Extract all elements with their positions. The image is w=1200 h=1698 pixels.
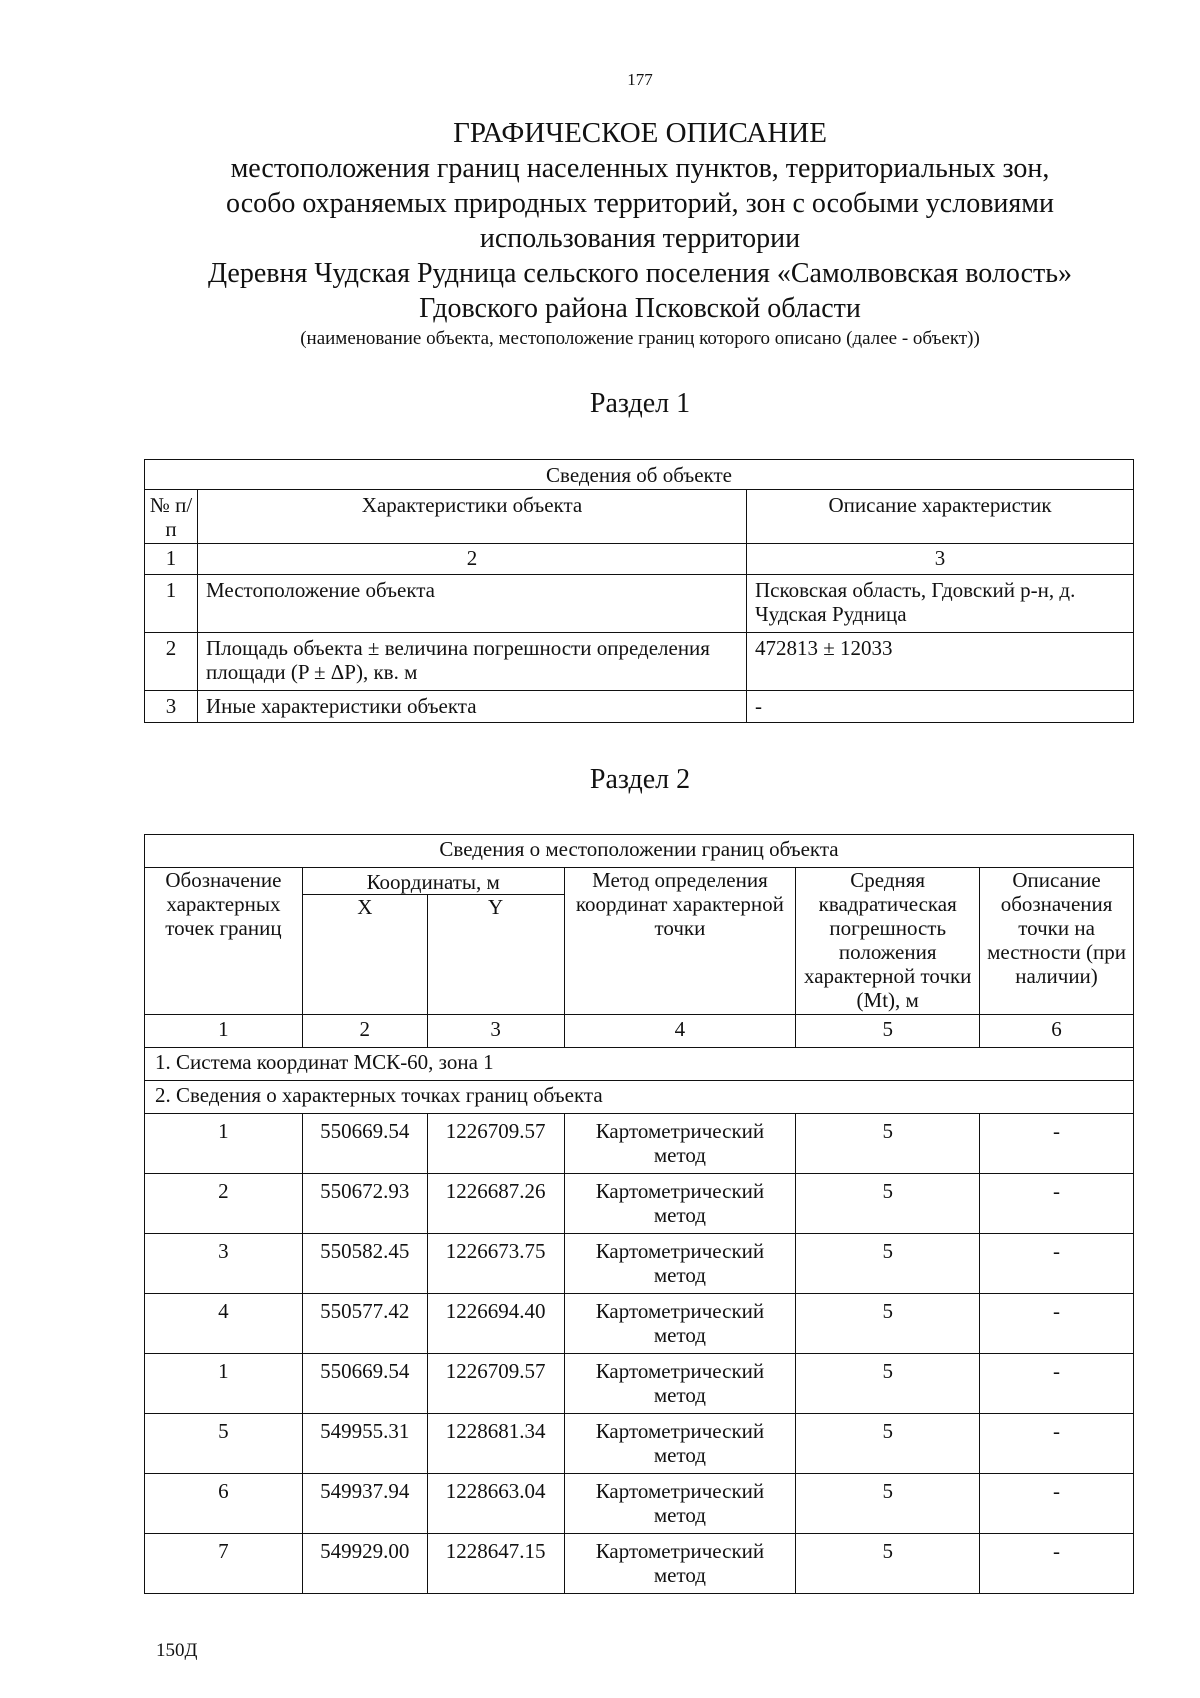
y-cell: 1226709.57 xyxy=(427,1354,564,1414)
table-row xyxy=(145,633,1134,691)
points-caption: 2. Сведения о характерных точках границ объекта xyxy=(145,1081,1134,1114)
header-point-description: Описание обозначения точки на местности (при наличии) xyxy=(980,868,1134,1015)
col-number: 1 xyxy=(145,544,198,575)
table-row xyxy=(145,1414,1134,1474)
description-cell: - xyxy=(980,1174,1134,1234)
method-cell: Картометрический метод xyxy=(564,1354,796,1414)
method-cell: Картометрический метод xyxy=(564,1474,796,1534)
points-body xyxy=(145,1114,1134,1594)
x-cell: 550672.93 xyxy=(302,1174,427,1234)
row-value: 472813 ± 12033 xyxy=(747,633,1134,691)
row-value: - xyxy=(747,691,1134,723)
row-value: Псковская область, Гдовский р-н, д. Чудская Рудница xyxy=(747,575,1134,633)
table-row xyxy=(145,1114,1134,1174)
x-cell: 550577.42 xyxy=(302,1294,427,1354)
error-cell: 5 xyxy=(796,1294,980,1354)
x-cell: 549955.31 xyxy=(302,1414,427,1474)
y-cell: 1226694.40 xyxy=(427,1294,564,1354)
col-number: 2 xyxy=(302,1015,427,1048)
header-description: Описание характеристик xyxy=(747,490,1134,544)
row-num: 2 xyxy=(145,633,198,691)
error-cell: 5 xyxy=(796,1114,980,1174)
header-coords: Координаты, м xyxy=(302,868,564,895)
y-cell: 1226687.26 xyxy=(427,1174,564,1234)
row-name: Местоположение объекта xyxy=(198,575,747,633)
error-cell: 5 xyxy=(796,1474,980,1534)
col-number: 1 xyxy=(145,1015,303,1048)
y-cell: 1228663.04 xyxy=(427,1474,564,1534)
method-cell: Картометрический метод xyxy=(564,1174,796,1234)
x-cell: 549937.94 xyxy=(302,1474,427,1534)
table-row xyxy=(145,1294,1134,1354)
row-name: Площадь объекта ± величина погрешности определения площади (P ± ΔP), кв. м xyxy=(198,633,747,691)
header-x: X xyxy=(302,895,427,1015)
object-info-caption: Сведения об объекте xyxy=(145,460,1134,490)
boundary-caption: Сведения о местоположении границ объекта xyxy=(145,835,1134,868)
row-num: 3 xyxy=(145,691,198,723)
row-num: 1 xyxy=(145,575,198,633)
method-cell: Картометрический метод xyxy=(564,1114,796,1174)
description-cell: - xyxy=(980,1294,1134,1354)
table-row xyxy=(145,575,1134,633)
header-method: Метод определения координат характерной точки xyxy=(564,868,796,1015)
y-cell: 1228681.34 xyxy=(427,1414,564,1474)
col-number: 3 xyxy=(427,1015,564,1048)
footer-code: 150Д xyxy=(156,1640,198,1661)
title-line-6: Гдовского района Псковской области xyxy=(419,293,861,324)
coordinate-system: 1. Система координат МСК-60, зона 1 xyxy=(145,1048,1134,1081)
header-points: Обозначение характерных точек границ xyxy=(145,868,303,1015)
col-number: 3 xyxy=(747,544,1134,575)
description-cell: - xyxy=(980,1354,1134,1414)
page-number: 177 xyxy=(627,70,653,89)
method-cell: Картометрический метод xyxy=(564,1414,796,1474)
y-cell: 1228647.15 xyxy=(427,1534,564,1594)
error-cell: 5 xyxy=(796,1234,980,1294)
error-cell: 5 xyxy=(796,1534,980,1594)
title-caption: (наименование объекта, местоположение границ которого описано (далее - объект)) xyxy=(300,328,980,349)
table-row xyxy=(145,1174,1134,1234)
description-cell: - xyxy=(980,1114,1134,1174)
description-cell: - xyxy=(980,1534,1134,1594)
error-cell: 5 xyxy=(796,1174,980,1234)
table-row xyxy=(145,691,1134,723)
title-line-3: особо охраняемых природных территорий, зон с особыми условиями xyxy=(226,188,1054,219)
table-row xyxy=(145,1534,1134,1594)
method-cell: Картометрический метод xyxy=(564,1234,796,1294)
point-cell: 6 xyxy=(145,1474,303,1534)
point-cell: 5 xyxy=(145,1414,303,1474)
col-number: 6 xyxy=(980,1015,1134,1048)
point-cell: 3 xyxy=(145,1234,303,1294)
header-characteristics: Характеристики объекта xyxy=(198,490,747,544)
x-cell: 550669.54 xyxy=(302,1114,427,1174)
title-line-5: Деревня Чудская Рудница сельского поселения «Самолвовская волость» xyxy=(207,258,1073,289)
x-cell: 549929.00 xyxy=(302,1534,427,1594)
col-number: 5 xyxy=(796,1015,980,1048)
y-cell: 1226709.57 xyxy=(427,1114,564,1174)
row-name: Иные характеристики объекта xyxy=(198,691,747,723)
table-row xyxy=(145,1474,1134,1534)
boundary-points-table xyxy=(144,834,1134,1594)
section-1-title: Раздел 1 xyxy=(589,388,691,419)
y-cell: 1226673.75 xyxy=(427,1234,564,1294)
description-cell: - xyxy=(980,1414,1134,1474)
col-number: 2 xyxy=(198,544,747,575)
point-cell: 7 xyxy=(145,1534,303,1594)
point-cell: 4 xyxy=(145,1294,303,1354)
header-y: Y xyxy=(427,895,564,1015)
point-cell: 1 xyxy=(145,1114,303,1174)
section-2-title: Раздел 2 xyxy=(589,764,691,795)
method-cell: Картометрический метод xyxy=(564,1294,796,1354)
header-error: Средняя квадратическая погрешность положения характерной точки (Mt), м xyxy=(796,868,980,1015)
table-row xyxy=(145,1234,1134,1294)
x-cell: 550669.54 xyxy=(302,1354,427,1414)
col-number: 4 xyxy=(564,1015,796,1048)
point-cell: 1 xyxy=(145,1354,303,1414)
object-info-table xyxy=(144,459,1134,723)
table-row xyxy=(145,1354,1134,1414)
header-num: № п/п xyxy=(145,490,198,544)
description-cell: - xyxy=(980,1234,1134,1294)
point-cell: 2 xyxy=(145,1174,303,1234)
method-cell: Картометрический метод xyxy=(564,1534,796,1594)
error-cell: 5 xyxy=(796,1354,980,1414)
description-cell: - xyxy=(980,1474,1134,1534)
title-line-2: местоположения границ населенных пунктов, территориальных зон, xyxy=(230,153,1050,184)
document-title xyxy=(140,116,1140,351)
title-line-1: ГРАФИЧЕСКОЕ ОПИСАНИЕ xyxy=(453,117,827,149)
x-cell: 550582.45 xyxy=(302,1234,427,1294)
error-cell: 5 xyxy=(796,1414,980,1474)
title-line-4: использования территории xyxy=(479,223,801,254)
